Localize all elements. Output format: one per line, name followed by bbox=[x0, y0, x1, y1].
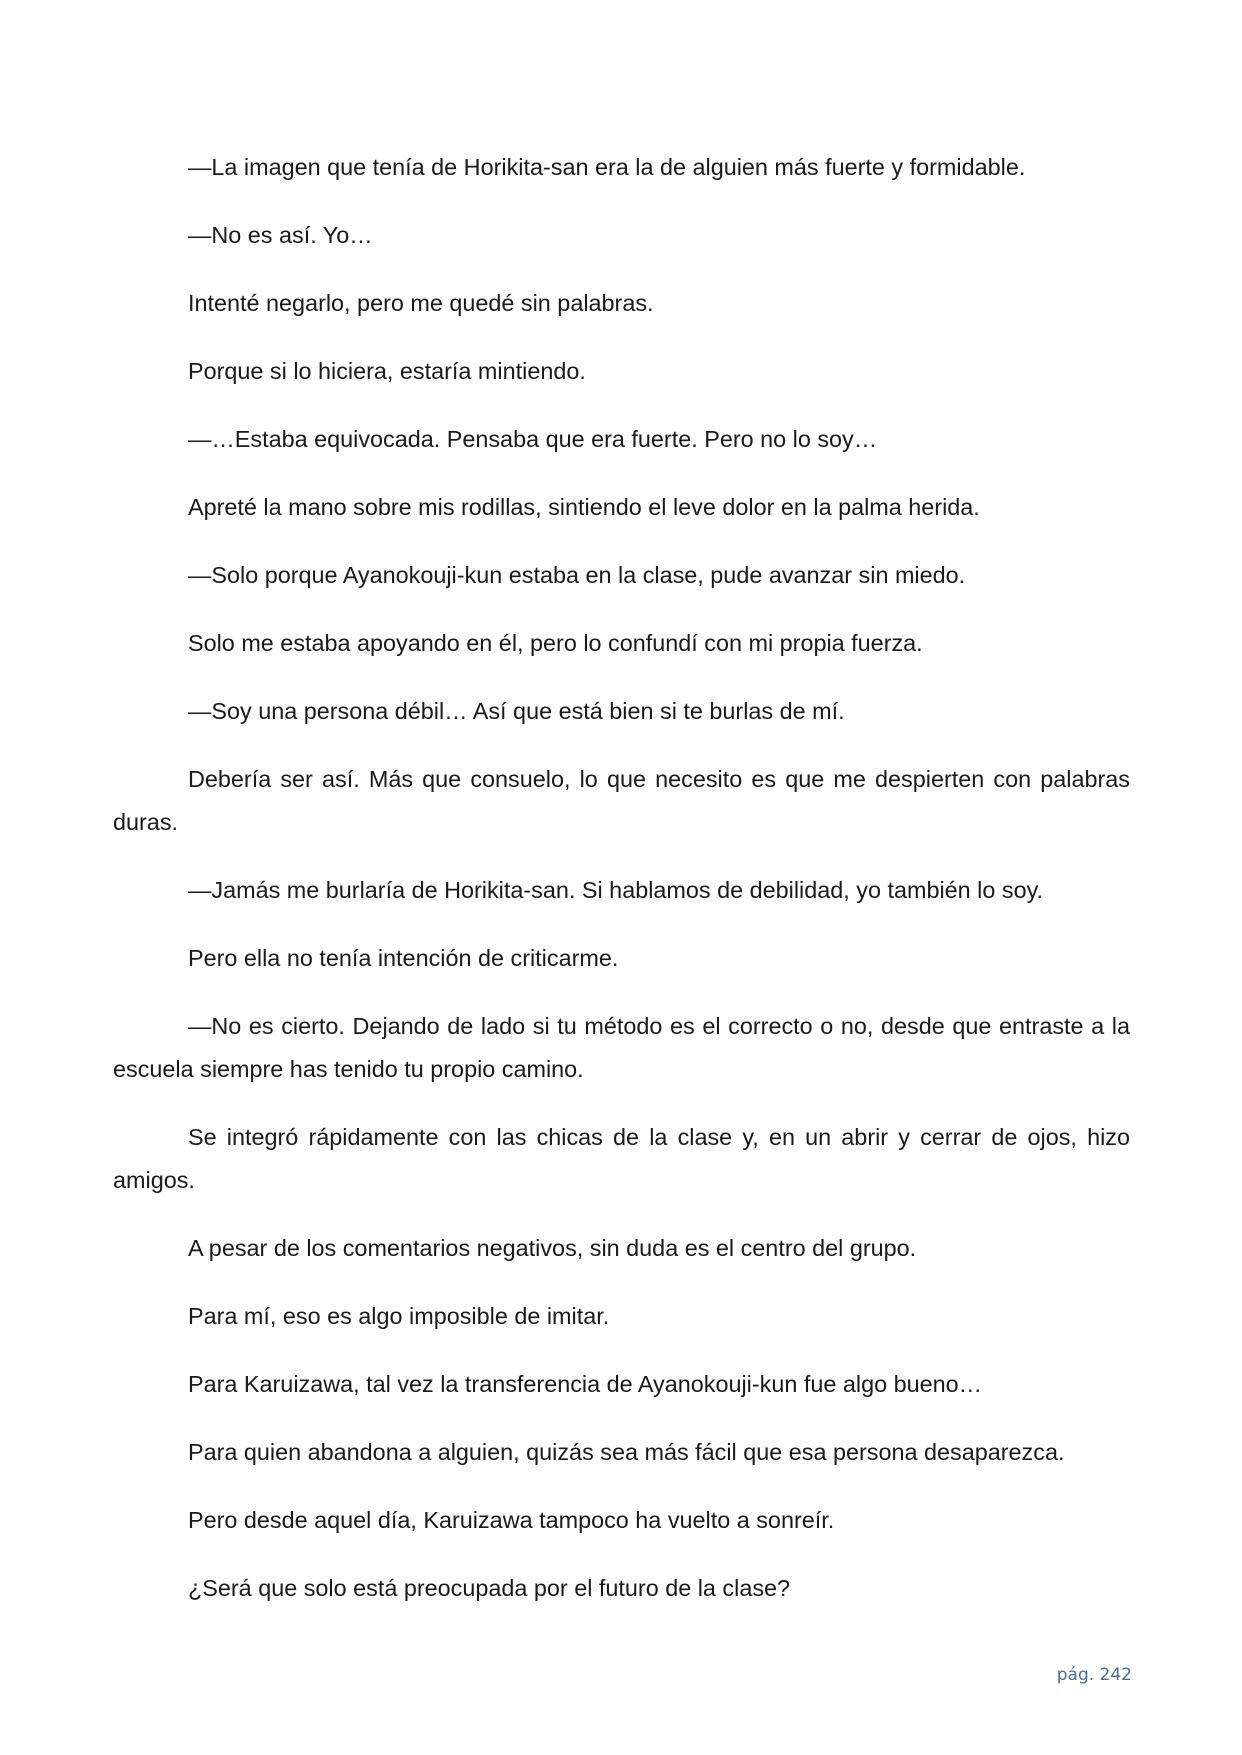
paragraph: Pero desde aquel día, Karuizawa tampoco ha vuelto a sonreír. bbox=[188, 1507, 835, 1533]
paragraph: Para quien abandona a alguien, quizás sea más fácil que esa persona desaparezca. bbox=[188, 1439, 1065, 1465]
paragraph: —…Estaba equivocada. Pensaba que era fuerte. Pero no lo soy… bbox=[188, 426, 878, 452]
paragraph: —Soy una persona débil… Así que está bien si te burlas de mí. bbox=[188, 698, 845, 724]
paragraph: Pero ella no tenía intención de criticarme. bbox=[188, 945, 619, 971]
paragraph: A pesar de los comentarios negativos, sin duda es el centro del grupo. bbox=[188, 1235, 917, 1261]
page-number: pág. 242 bbox=[1056, 1665, 1132, 1685]
paragraph: —Jamás me burlaría de Horikita-san. Si hablamos de debilidad, yo también lo soy. bbox=[188, 877, 1044, 903]
paragraph: ¿Será que solo está preocupada por el futuro de la clase? bbox=[188, 1575, 791, 1601]
paragraph: Para mí, eso es algo imposible de imitar. bbox=[188, 1303, 610, 1329]
paragraph: —No es cierto. Dejando de lado si tu método es el correcto o no, desde que entraste a la escuela siempre has tenido tu propio camino. bbox=[113, 1013, 1130, 1082]
paragraph: —No es así. Yo… bbox=[188, 222, 373, 248]
paragraph: Se integró rápidamente con las chicas de la clase y, en un abrir y cerrar de ojos, hizo amigos. bbox=[113, 1124, 1130, 1193]
body-text bbox=[113, 146, 1130, 1635]
paragraph: Debería ser así. Más que consuelo, lo que necesito es que me despierten con palabras duras. bbox=[113, 766, 1130, 835]
paragraph: —Solo porque Ayanokouji-kun estaba en la clase, pude avanzar sin miedo. bbox=[188, 562, 966, 588]
paragraph: Porque si lo hiciera, estaría mintiendo. bbox=[188, 358, 586, 384]
paragraph: Apreté la mano sobre mis rodillas, sintiendo el leve dolor en la palma herida. bbox=[188, 494, 980, 520]
paragraph: Solo me estaba apoyando en él, pero lo confundí con mi propia fuerza. bbox=[188, 630, 923, 656]
paragraph: —La imagen que tenía de Horikita-san era la de alguien más fuerte y formidable. bbox=[188, 154, 1026, 180]
paragraph: Intenté negarlo, pero me quedé sin palabras. bbox=[188, 290, 654, 316]
paragraph: Para Karuizawa, tal vez la transferencia de Ayanokouji-kun fue algo bueno… bbox=[188, 1371, 983, 1397]
